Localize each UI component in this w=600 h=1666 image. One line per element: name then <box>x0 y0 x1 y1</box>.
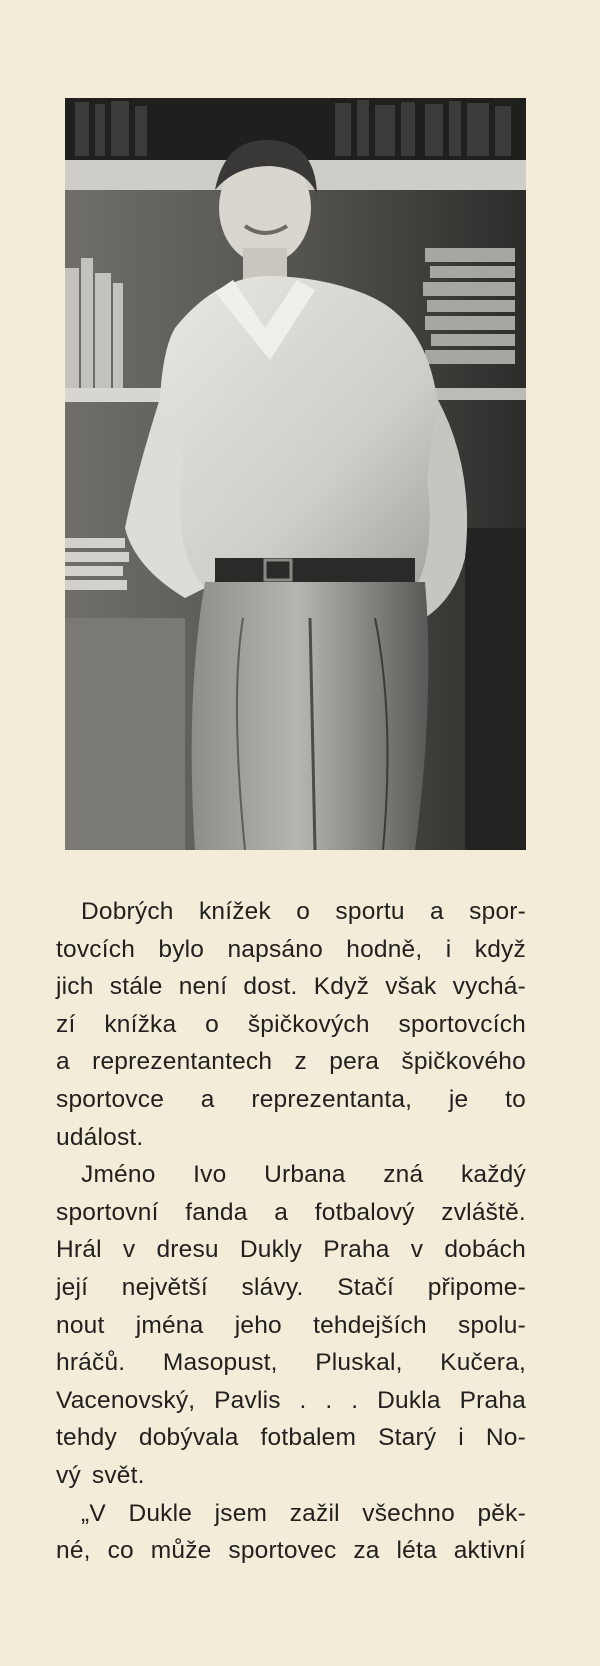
word: když <box>474 935 526 963</box>
word: sportovní <box>56 1198 159 1226</box>
word: sportovcích <box>398 1010 526 1038</box>
word: No- <box>485 1424 526 1452</box>
word: není <box>178 973 228 1001</box>
paragraph-1 <box>56 893 526 1156</box>
text-line <box>56 1269 526 1307</box>
word: Dukly <box>239 1236 303 1264</box>
word: hráčů. <box>56 1349 126 1377</box>
word: hodně, <box>346 935 423 963</box>
word: v <box>410 1236 424 1264</box>
word: i <box>458 1424 464 1452</box>
word: Ivo <box>193 1161 227 1189</box>
word: Jméno <box>81 1161 156 1189</box>
word: událost. <box>56 1123 144 1151</box>
word: největší <box>121 1273 208 1301</box>
word: fotbalový <box>314 1198 415 1226</box>
word: knížka <box>104 1010 177 1038</box>
word: Urbana <box>264 1161 346 1189</box>
word: né, <box>56 1537 91 1565</box>
word: Praha <box>459 1386 526 1414</box>
word: Praha <box>323 1236 390 1264</box>
text-line <box>56 1156 526 1194</box>
word: a <box>274 1198 289 1226</box>
word: Stačí <box>337 1273 395 1301</box>
word: pěk- <box>477 1499 526 1527</box>
word: a <box>56 1048 70 1076</box>
word: tovcích <box>56 935 136 963</box>
word: Vacenovský, <box>56 1386 196 1414</box>
word: dobývala <box>138 1424 239 1452</box>
word: vý <box>56 1461 81 1489</box>
word: v <box>122 1236 136 1264</box>
word: zažil <box>289 1499 340 1527</box>
word: sportovec <box>228 1537 337 1565</box>
word: Dukle <box>128 1499 193 1527</box>
word: spor- <box>469 898 526 925</box>
text-line <box>56 1006 526 1044</box>
text-line <box>56 1194 526 1232</box>
word: je <box>448 1085 469 1113</box>
word: však <box>385 973 437 1001</box>
text-line <box>56 1457 526 1495</box>
word: „V <box>81 1499 106 1527</box>
word: Starý <box>378 1424 437 1452</box>
word: může <box>150 1537 212 1565</box>
word: tehdy <box>56 1424 117 1452</box>
paragraph-2 <box>56 1156 526 1494</box>
word: její <box>56 1273 89 1301</box>
word: připome- <box>427 1273 526 1301</box>
word: vychá- <box>452 973 526 1001</box>
word: pera <box>329 1048 380 1076</box>
text-line <box>56 931 526 969</box>
text-line <box>56 1307 526 1345</box>
word: reprezentanta, <box>251 1085 413 1113</box>
word: bylo <box>158 935 205 963</box>
text-line <box>56 1495 526 1533</box>
word: z <box>294 1048 307 1076</box>
word: svět. <box>91 1461 145 1489</box>
paragraph-3 <box>56 1495 526 1570</box>
word: . <box>351 1386 359 1414</box>
text-line <box>56 1231 526 1269</box>
word: to <box>505 1085 526 1113</box>
word: Když <box>313 973 370 1001</box>
text-line <box>56 1532 526 1570</box>
author-photo-image <box>65 98 526 850</box>
word: . <box>325 1386 333 1414</box>
word: jich <box>56 973 94 1001</box>
text-line <box>56 1344 526 1382</box>
word: všechno <box>362 1499 455 1527</box>
text-line <box>56 1419 526 1457</box>
word: Pluskal, <box>315 1349 403 1377</box>
word: léta <box>396 1537 437 1565</box>
word: a <box>200 1085 215 1113</box>
author-photo <box>65 98 526 850</box>
word: špičkových <box>247 1010 370 1038</box>
word: fanda <box>185 1198 248 1226</box>
word: dresu <box>156 1236 219 1264</box>
text-line <box>56 893 526 931</box>
word: slávy. <box>241 1273 304 1301</box>
word: Hrál <box>56 1236 102 1264</box>
word: zná <box>383 1161 424 1189</box>
word: každý <box>460 1161 526 1189</box>
text-line <box>56 1081 526 1119</box>
word: spolu- <box>458 1311 526 1339</box>
word: jeho <box>234 1311 282 1339</box>
word: i <box>445 935 452 963</box>
word: o <box>296 898 311 925</box>
word: Kučera, <box>440 1349 526 1377</box>
word: Dukla <box>377 1386 441 1414</box>
word: fotbalem <box>260 1424 357 1452</box>
word: jsem <box>214 1499 268 1527</box>
word: zvláště. <box>441 1198 526 1226</box>
word: sportu <box>335 898 405 925</box>
text-line <box>56 968 526 1006</box>
word: o <box>205 1010 219 1038</box>
word: Masopust, <box>162 1349 278 1377</box>
word: Dobrých <box>81 898 174 925</box>
word: napsáno <box>227 935 323 963</box>
text-line <box>56 1382 526 1420</box>
word: knížek <box>198 898 271 925</box>
word: nout <box>56 1311 105 1339</box>
word: dost. <box>243 973 298 1001</box>
word: aktivní <box>453 1537 526 1565</box>
word: Pavlis <box>214 1386 281 1414</box>
word: sportovce <box>56 1085 165 1113</box>
word: stále <box>109 973 163 1001</box>
word: co <box>107 1537 134 1565</box>
text-line <box>56 1119 526 1157</box>
word: za <box>353 1537 380 1565</box>
word: zí <box>56 1010 76 1038</box>
word: špičkového <box>401 1048 526 1076</box>
word: a <box>430 898 444 925</box>
blurb-text <box>56 893 526 1570</box>
text-line <box>56 1043 526 1081</box>
word: dobách <box>444 1236 526 1264</box>
word: . <box>299 1386 307 1414</box>
word: reprezentantech <box>92 1048 273 1076</box>
word: tehdejších <box>313 1311 427 1339</box>
word: jména <box>135 1311 204 1339</box>
